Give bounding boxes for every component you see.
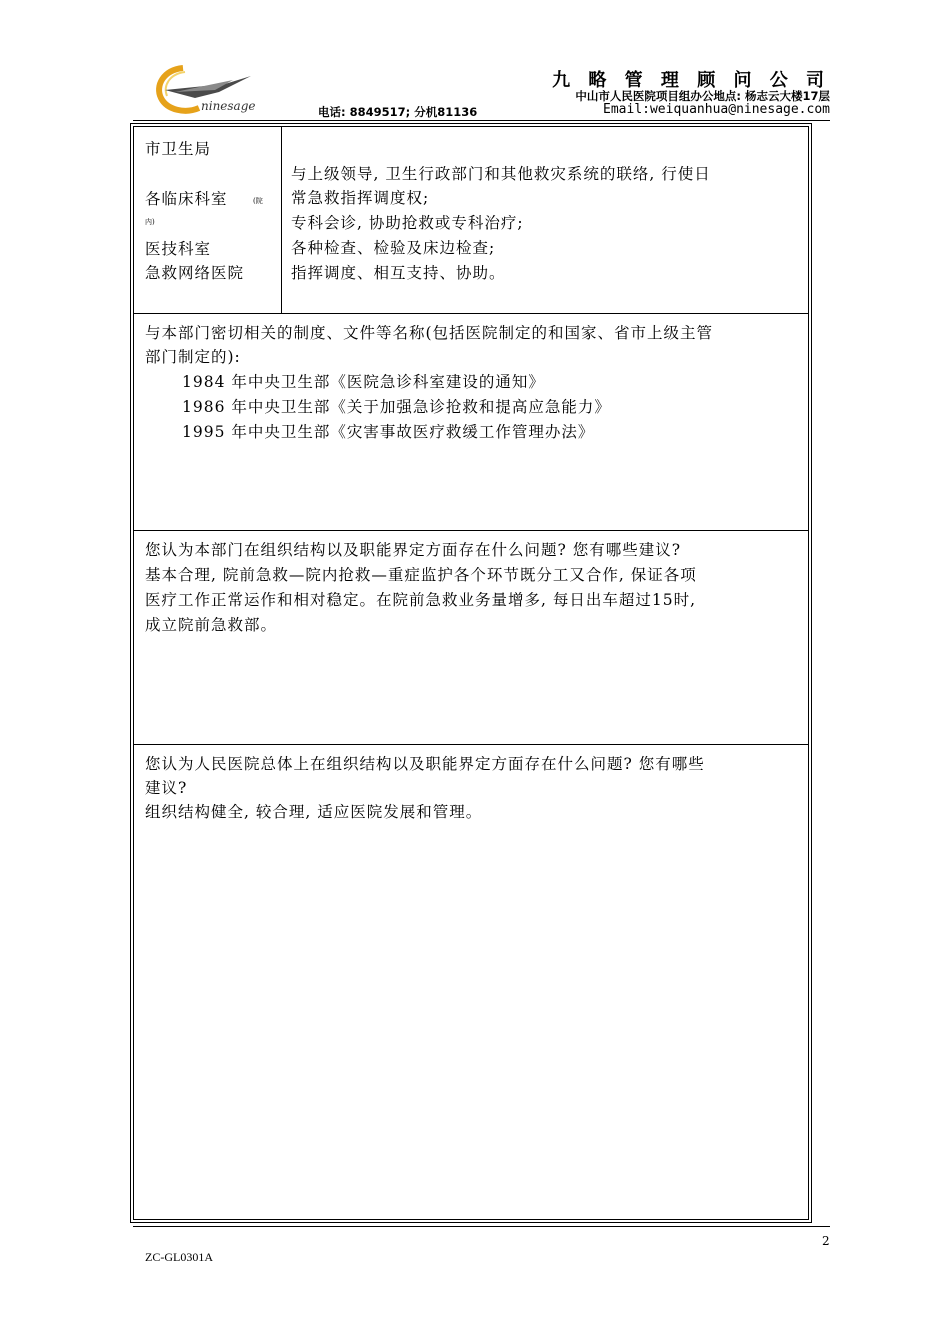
company-name: 九 略 管 理 顾 问 公 司 [552, 70, 830, 91]
dept-city-health-bureau: 市卫生局 [145, 140, 212, 158]
hospital-issues-section [134, 745, 808, 1219]
page-number: 2 [822, 1234, 830, 1248]
regulation-doc-3: 1995 年中央卫生部《灾害事故医疗救缓工作管理办法》 [182, 423, 595, 441]
dept-medical-tech: 医技科室 [145, 240, 212, 258]
dept-clinical-note-b: 内) [145, 218, 155, 226]
email-address: Email:weiquanhua@ninesage.com [603, 102, 830, 117]
relation-line-3: 专科会诊, 协助抢救或专科治疗; [291, 214, 524, 232]
regulation-doc-1: 1984 年中央卫生部《医院急诊科室建设的通知》 [182, 373, 545, 391]
department-issues-section [134, 531, 808, 745]
hospital-issues-question-1: 您认为人民医院总体上在组织结构以及职能界定方面存在什么问题? 您有哪些 [145, 755, 705, 773]
company-address: 中山市人民医院项目组办公地点: 杨志云大楼17层 [575, 89, 830, 103]
document-code: ZC-GL0301A [145, 1250, 213, 1264]
hospital-issues-question-2: 建议? [145, 779, 188, 797]
related-departments-section [134, 127, 808, 314]
relation-line-4: 各种检查、检验及床边检查; [291, 239, 496, 257]
regulation-doc-2: 1986 年中央卫生部《关于加强急诊抢救和提高应急能力》 [182, 398, 611, 416]
dept-clinical: 各临床科室 [145, 190, 228, 208]
regulations-question-2: 部门制定的): [145, 348, 241, 366]
regulations-question-1: 与本部门密切相关的制度、文件等名称(包括医院制定的和国家、省市上级主管 [145, 324, 714, 342]
form-table [133, 126, 809, 1220]
department-issues-answer-3: 成立院前急救部。 [145, 616, 278, 634]
svg-text:ninesage: ninesage [201, 99, 256, 113]
ninesage-logo [155, 62, 267, 118]
department-issues-answer-1: 基本合理, 院前急救—院内抢救—重症监护各个环节既分工又合作, 保证各项 [145, 566, 697, 584]
header-divider [133, 120, 830, 121]
hospital-issues-answer: 组织结构健全, 较合理, 适应医院发展和管理。 [145, 803, 483, 821]
regulations-section [134, 314, 808, 531]
department-issues-answer-2: 医疗工作正常运作和相对稳定。在院前急救业务量增多, 每日出车超过15时, [145, 591, 697, 609]
dept-clinical-note-a: (院 [253, 197, 263, 205]
relation-line-1: 与上级领导, 卫生行政部门和其他救灾系统的联络, 行使日 [291, 165, 711, 183]
relation-line-2: 常急救指挥调度权; [291, 189, 430, 207]
department-issues-question: 您认为本部门在组织结构以及职能界定方面存在什么问题? 您有哪些建议? [145, 541, 682, 559]
footer-divider [133, 1226, 830, 1227]
relation-line-5: 指挥调度、相互支持、协助。 [291, 264, 506, 282]
dept-emergency-network: 急救网络医院 [145, 264, 245, 282]
column-divider [281, 127, 282, 313]
phone-number: 电话: 8849517; 分机81136 [318, 105, 478, 119]
